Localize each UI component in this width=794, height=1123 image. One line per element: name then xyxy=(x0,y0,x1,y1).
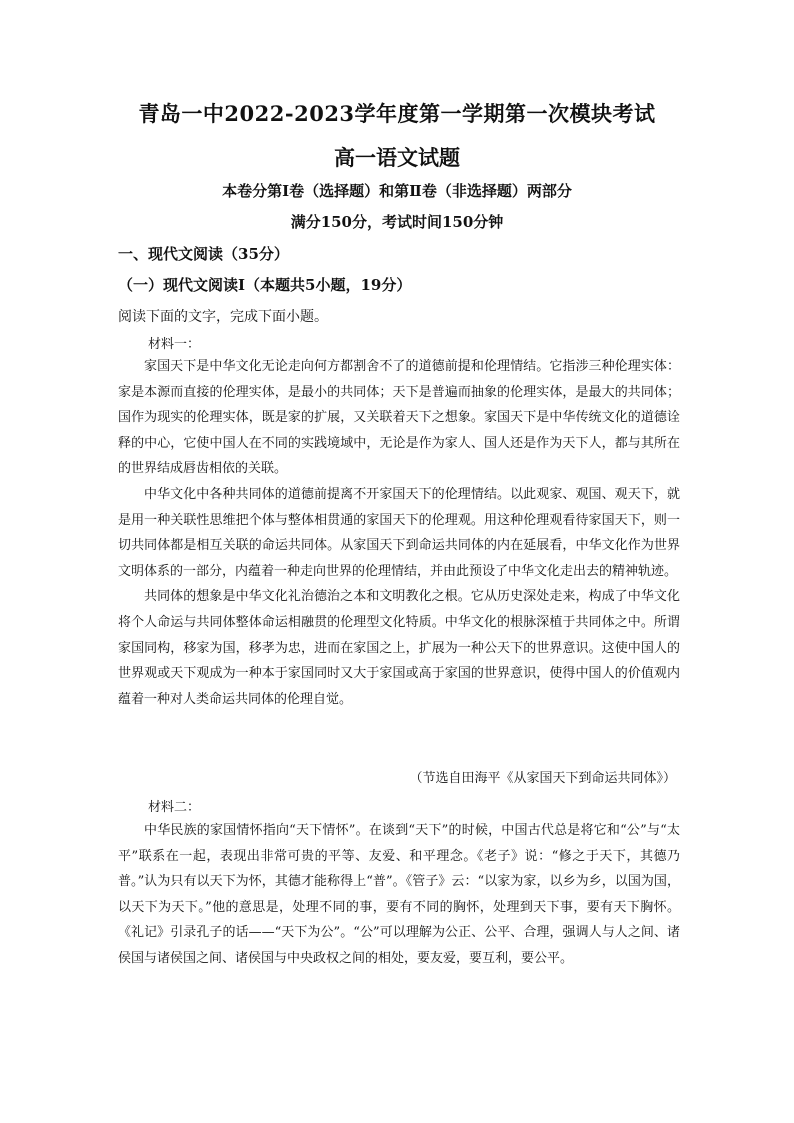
exam-note-score-time: 满分150分，考试时间150分钟 xyxy=(290,213,504,231)
material-two-body xyxy=(118,818,680,972)
material-one-source: （节选自田海平《从家国天下到命运共同体》） xyxy=(409,771,676,786)
material-one-paragraph: 中华文化中各种共同体的道德前提离不开家国天下的伦理情结。以此观家、观国、观天下，就是用一种关联性思维把个体与整体相贯通的家国天下的伦理观。用这种伦理观看待家国天下，则一切共同体都是相互关联的命运共同体。从家国天下到命运共同体的内在延展看，中华文化作为世界文明体系的一部分，内蕴着一种走向世界的伦理情结，并由此预设了中华文化走出去的精神轨迹。 xyxy=(118,486,680,579)
material-two-label: 材料二： xyxy=(148,800,201,815)
material-two-paragraph: 中华民族的家国情怀指向“天下情怀”。在谈到“天下”的时候，中国古代总是将它和“公”与“太平”联系在一起，表现出非常可贵的平等、友爱、和平理念。《老子》说：“修之于天下，其德乃普。”认为只有以天下为怀，其德才能称得上“普”。《管子》云：“以家为家，以乡为乡，以国为国，以天下为天下。”他的意思是，处理不同的事，要有不同的胸怀，处理到天下事，要有天下胸怀。《礼记》引录孔子的话——“天下为公”。“公”可以理解为公正、公平、合理，强调人与人之间、诸侯国与诸侯国之间、诸侯国与中央政权之间的相处，要友爱，要互利，要公平。 xyxy=(118,823,680,966)
section-heading: 一、现代文阅读（35分） xyxy=(118,245,289,263)
material-one-paragraph: 家国天下是中华文化无论走向何方都割舍不了的道德前提和伦理情结。它指涉三种伦理实体：家是本源而直接的伦理实体，是最小的共同体；天下是普遍而抽象的伦理实体，是最大的共同体；国作为现实的伦理实体，既是家的扩展，又关联着天下之想象。家国天下是中华传统文化的道德诠释的中心，它使中国人在不同的实践境域中，无论是作为家人、国人还是作为天下人，都与其所在的世界结成唇齿相依的关联。 xyxy=(118,359,680,477)
material-one-body xyxy=(118,354,680,712)
exam-note-parts: 本卷分第Ⅰ卷（选择题）和第Ⅱ卷（非选择题）两部分 xyxy=(222,182,572,200)
material-one-label: 材料一： xyxy=(148,337,201,352)
reading-instruction: 阅读下面的文字，完成下面小题。 xyxy=(118,309,328,325)
exam-subtitle: 高一语文试题 xyxy=(334,145,460,170)
subsection-heading: （一）现代文阅读Ⅰ（本题共5小题，19分） xyxy=(118,276,412,294)
exam-title: 青岛一中2022-2023学年度第一学期第一次模块考试 xyxy=(138,101,656,126)
material-one-paragraph: 共同体的想象是中华文化礼治德治之本和文明教化之根。它从历史深处走来，构成了中华文化将个人命运与共同体整体命运相融贯的伦理型文化特质。中华文化的根脉深植于共同体之中。所谓家国同构，移家为国，移孝为忠，进而在家国之上，扩展为一种公天下的世界意识。这使中国人的世界观或天下观成为一种本于家国同时又大于家国或高于家国的世界意识，使得中国人的价值观内蕴着一种对人类命运共同体的伦理自觉。 xyxy=(118,589,680,707)
